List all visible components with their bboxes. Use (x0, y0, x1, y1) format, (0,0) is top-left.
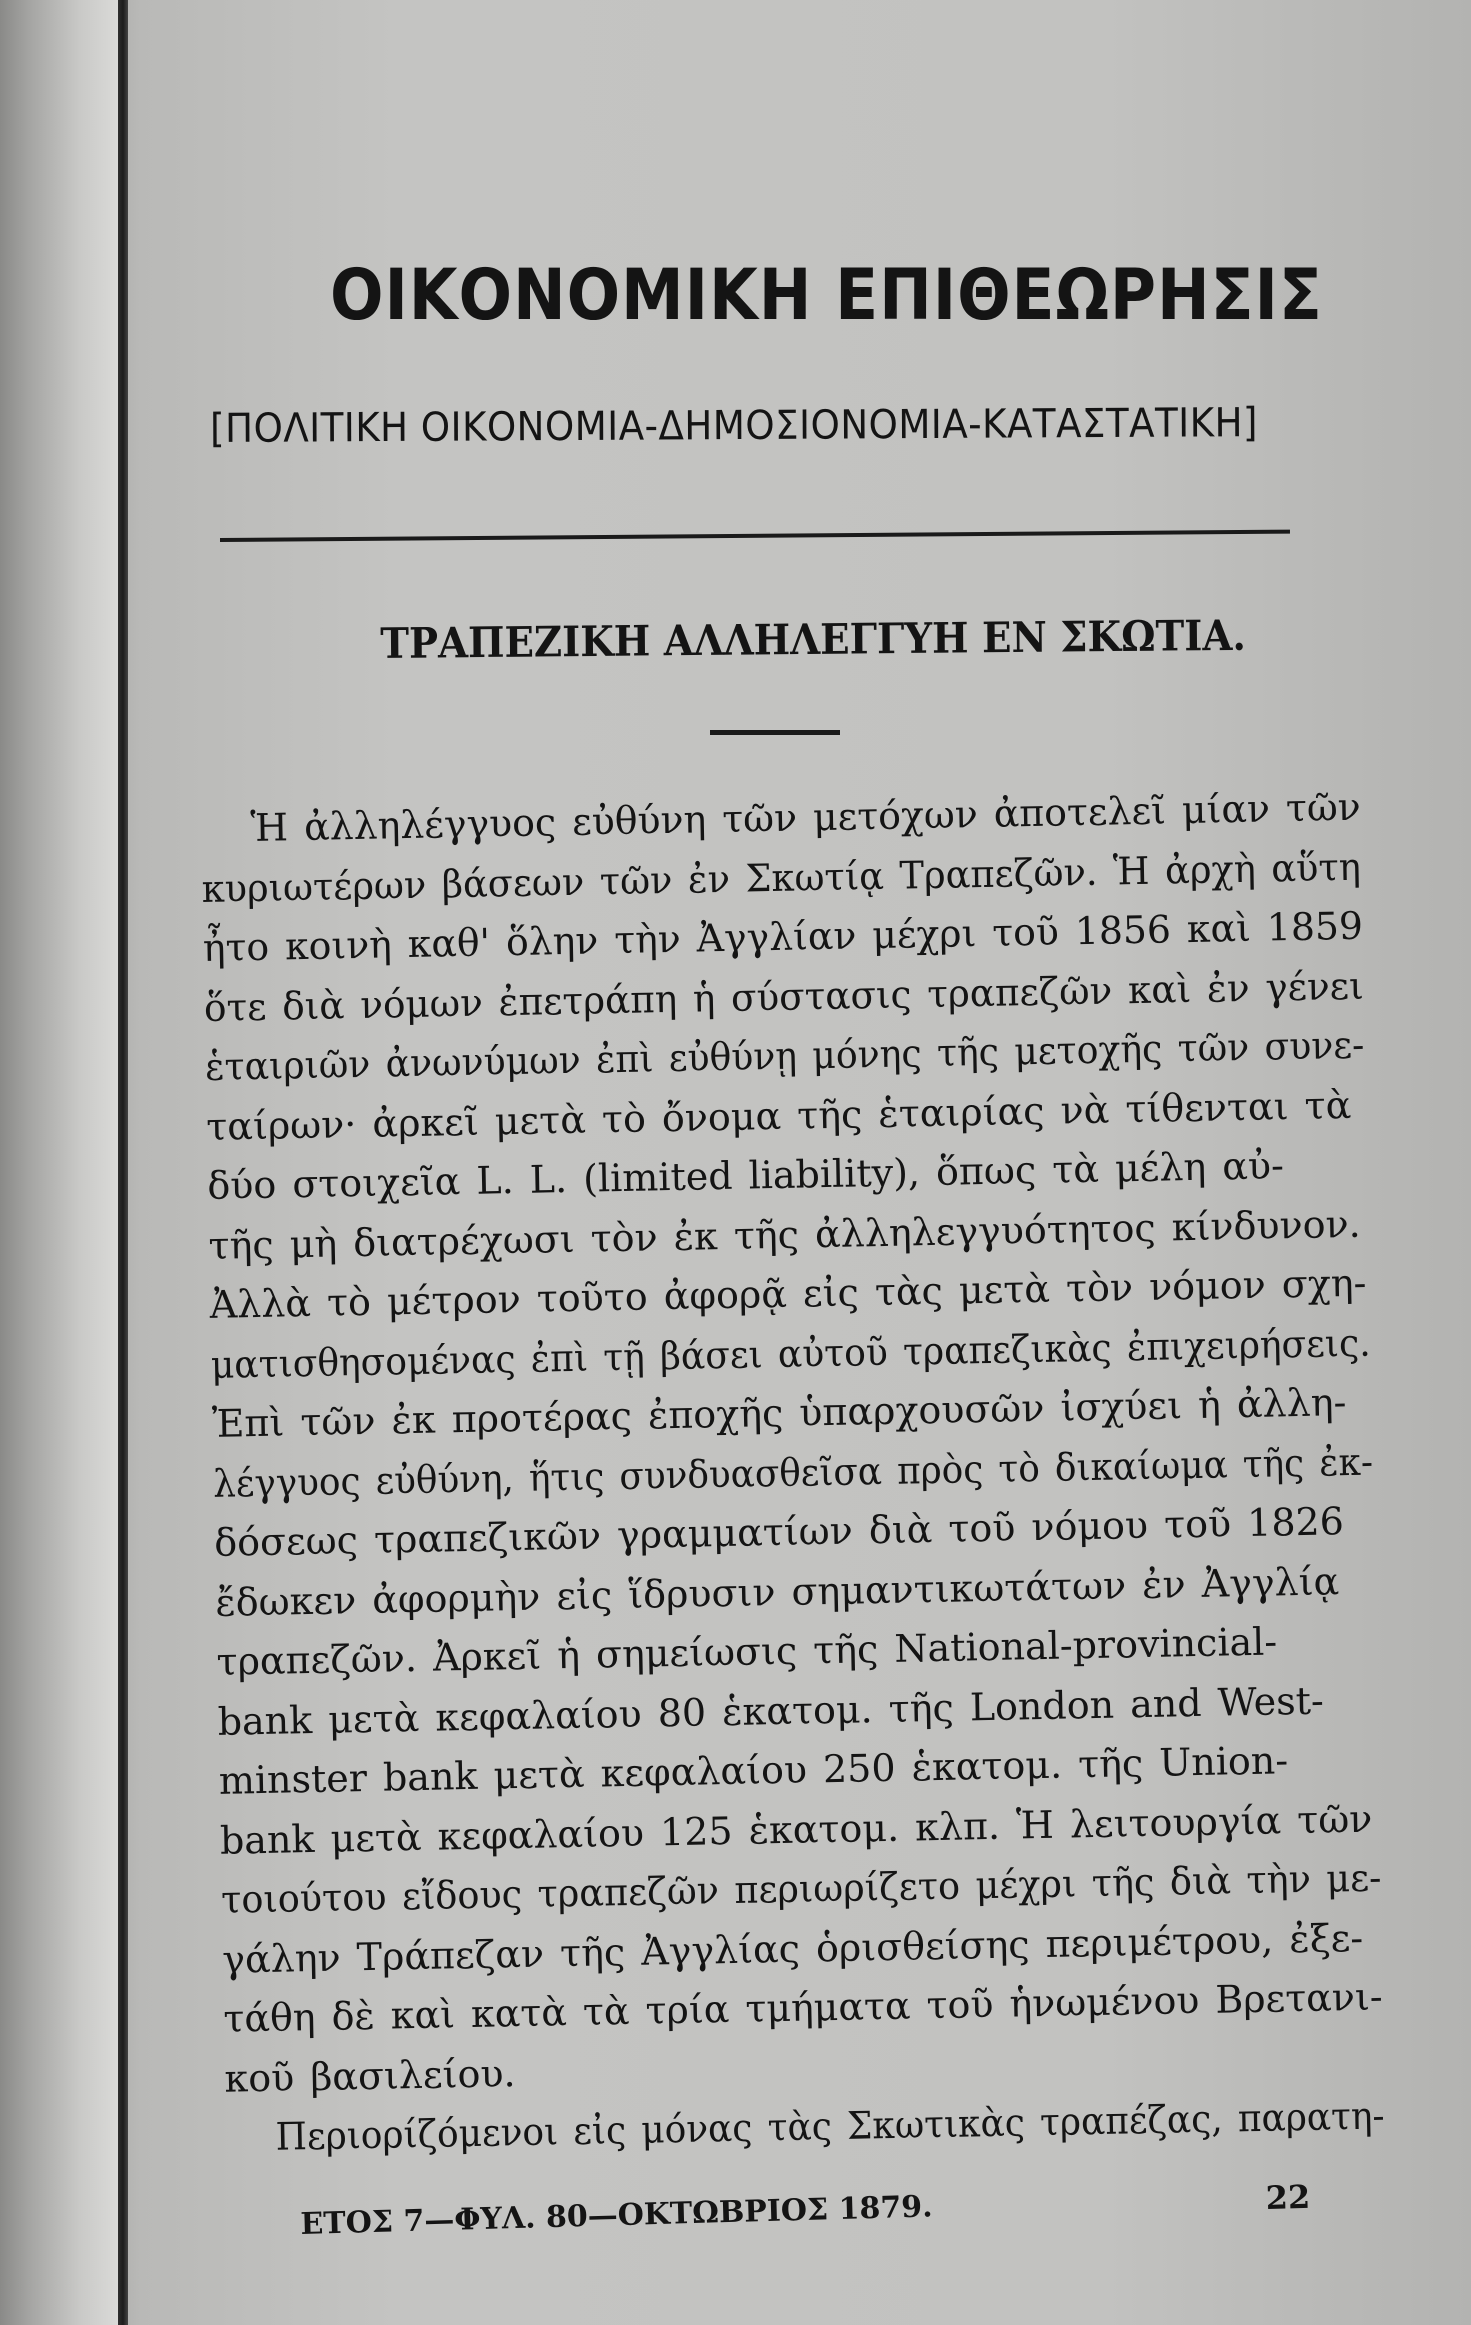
page-footer (300, 2177, 1311, 2245)
text-line: Περιορίζόμενοι εἰς μόνας τὰς Σκωτικὰς τραπέζας, παρατη- (275, 2093, 1385, 2159)
text-line: ἦτο κοινὴ καθ' ὅλην τὴν Ἀγγλίαν μέχρι τοῦ 1856 καὶ 1859 (202, 903, 1364, 970)
header-divider (220, 530, 1290, 542)
text-line: δύο στοιχεῖα L. L. (limited liability), ὅπως τὰ μέλη αὐ- (206, 1143, 1285, 1208)
text-line: Ἐπὶ τῶν ἐκ προτέρας ἐποχῆς ὑπαρχουσῶν ἰσχύει ἡ ἀλλη- (211, 1380, 1347, 1446)
text-line: λέγγυος εὐθύνη, ἥτις συνδυασθεῖσα πρὸς τὸ δικαίωμα τῆς ἐκ- (212, 1439, 1374, 1506)
text-line: ματισθησομένας ἐπὶ τῇ βάσει αὐτοῦ τραπεζικὰς ἐπιχειρήσεις. (210, 1320, 1372, 1387)
document-page (160, 0, 1390, 2325)
masthead-title: ΟΙΚΟΝΟΜΙΚΗ ΕΠΙΘΕΩΡΗΣΙΣ (330, 254, 1323, 336)
title-divider (710, 730, 840, 735)
page-number: 22 (1265, 2177, 1311, 2218)
masthead-subtitle: [ΠΟΛΙΤΙΚΗ ΟΙΚΟΝΟΜΙΑ-ΔΗΜΟΣΙΟΝΟΜΙΑ-ΚΑΤΑΣΤΑΤΙΚΗ] (210, 400, 1259, 452)
text-line: bank μετὰ κεφαλαίου 80 ἑκατομ. τῆς London and West- (217, 1678, 1325, 1744)
text-line: ἑταιριῶν ἀνωνύμων ἐπὶ εὐθύνῃ μόνης τῆς μετοχῆς τῶν συνε- (204, 1022, 1365, 1089)
text-line: γάλην Τράπεζαν τῆς Ἀγγλίας ὁρισθείσης περιμέτρου, ἐξε- (221, 1915, 1364, 1982)
text-line: ὅτε διὰ νόμων ἐπετράπη ἡ σύστασις τραπεζῶν καὶ ἐν γένει (203, 963, 1365, 1030)
text-line: ἔδωκεν ἀφορμὴν εἰς ἵδρυσιν σημαντικωτάτων ἐν Ἀγγλίᾳ (214, 1558, 1340, 1625)
article-title: ΤΡΑΠΕΖΙΚΗ ΑΛΛΗΛΕΓΓΥΗ ΕΝ ΣΚΩΤΙΑ. (380, 610, 1247, 668)
text-line: κυριωτέρων βάσεων τῶν ἐν Σκωτίᾳ Τραπεζῶν. Ἡ ἀρχὴ αὕτη (201, 844, 1362, 911)
book-spine (118, 0, 128, 2325)
text-line: minster bank μετὰ κεφαλαίου 250 ἑκατομ. τῆς Union- (218, 1738, 1289, 1803)
text-line: τάθη δὲ καὶ κατὰ τὰ τρία τμήματα τοῦ ἡνωμένου Βρετανι- (222, 1974, 1383, 2041)
text-line: Ἀλλὰ τὸ μέτρον τοῦτο ἀφορᾷ εἰς τὰς μετὰ τὸν νόμον σχη- (209, 1260, 1367, 1327)
text-line: κοῦ βασιλείου. (224, 2050, 516, 2101)
issue-line: ΕΤΟΣ 7—ΦΥΛ. 80—ΟΚΤΩΒΡΙΟΣ 1879. (300, 2189, 934, 2242)
article-body (200, 778, 1386, 2169)
text-line: δόσεως τραπεζικῶν γραμματίων διὰ τοῦ νόμου τοῦ 1826 (213, 1499, 1345, 1565)
text-line: ταίρων· ἀρκεῖ μετὰ τὸ ὄνομα τῆς ἑταιρίας νὰ τίθενται τὰ (205, 1082, 1352, 1149)
text-line: τῆς μὴ διατρέχωσι τὸν ἐκ τῆς ἀλληλεγγυότητος κίνδυνον. (208, 1201, 1362, 1268)
text-line: τοιούτου εἴδους τραπεζῶν περιωρίζετο μέχρι τῆς διὰ τὴν με- (220, 1855, 1382, 1922)
text-line: τραπεζῶν. Ἀρκεῖ ἡ σημείωσις τῆς National-provincial- (216, 1619, 1278, 1684)
text-line: Ἡ ἀλληλέγγυος εὐθύνη τῶν μετόχων ἀποτελεῖ μίαν τῶν (250, 784, 1362, 851)
book-gutter (0, 0, 118, 2325)
text-line: bank μετὰ κεφαλαίου 125 ἑκατομ. κλπ. Ἡ λειτουργία τῶν (219, 1796, 1373, 1863)
